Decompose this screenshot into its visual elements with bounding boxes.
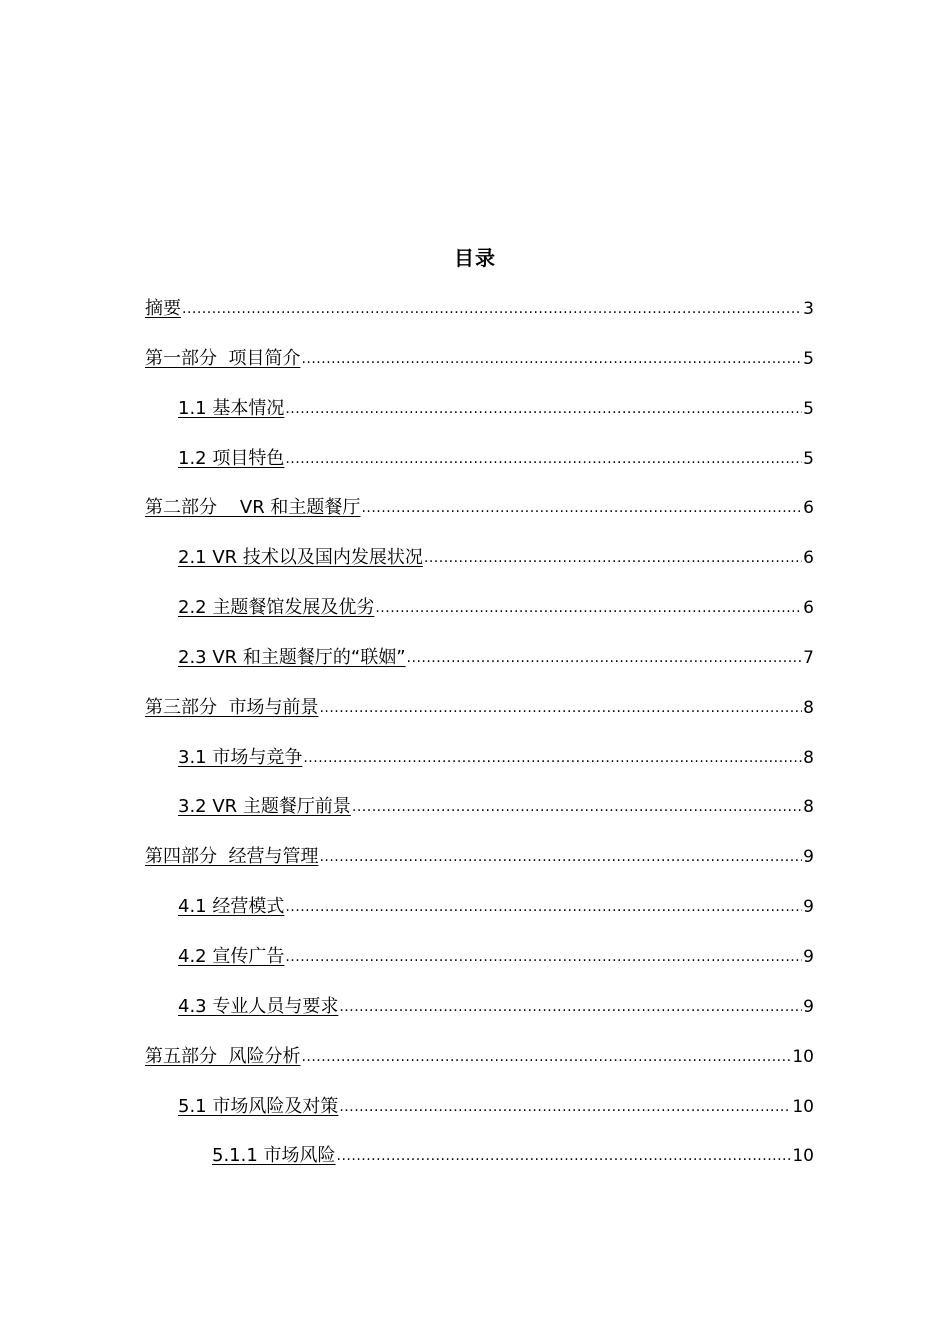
toc-entry-page-number: 5 (803, 398, 814, 419)
dot-leader (361, 495, 802, 521)
toc-title: 目录 (454, 246, 496, 270)
toc-entry-text[interactable]: 3.2 VR 主题餐厅前景 (178, 796, 351, 818)
dot-leader (319, 695, 802, 721)
toc-entry-page-number: 9 (803, 847, 814, 868)
toc-entry[interactable] (145, 595, 814, 645)
toc-entry-page-number: 6 (803, 548, 814, 569)
dot-leader (337, 1143, 792, 1169)
dot-leader (285, 446, 802, 472)
toc-entry-text[interactable]: 4.2 宣传广告 (178, 945, 285, 967)
toc-entry[interactable] (145, 894, 814, 944)
toc-entry-page-number: 10 (792, 1096, 814, 1117)
toc-entry-text[interactable]: 2.2 主题餐馆发展及优劣 (178, 597, 375, 619)
dot-leader (339, 994, 802, 1020)
toc-entry-text[interactable]: 摘要 (145, 298, 181, 319)
toc-entry[interactable] (145, 1143, 814, 1193)
toc-entry[interactable] (145, 545, 814, 595)
toc-entry[interactable] (145, 695, 814, 745)
toc-entry-page-number: 10 (792, 1046, 814, 1067)
toc-entry-page-number: 7 (803, 647, 814, 668)
toc-entry-page-number: 3 (803, 299, 814, 319)
dot-leader (285, 944, 802, 970)
toc-entry[interactable] (145, 396, 814, 446)
toc-entry[interactable] (145, 446, 814, 496)
toc-entry[interactable] (145, 994, 814, 1044)
toc-entry[interactable] (145, 645, 814, 695)
toc-entry-page-number: 8 (803, 697, 814, 718)
toc-entry-page-number: 9 (803, 897, 814, 918)
dot-leader (319, 844, 802, 870)
dot-leader (301, 346, 802, 372)
toc-entry-page-number: 6 (803, 498, 814, 519)
toc-entry-page-number: 9 (803, 946, 814, 967)
toc-entry[interactable] (145, 346, 814, 396)
toc-entry-text[interactable]: 5.1 市场风险及对策 (178, 1095, 339, 1117)
toc-entry[interactable] (145, 1094, 814, 1144)
toc-entry-text[interactable]: 第二部分 VR 和主题餐厅 (145, 497, 361, 519)
toc-entry-text[interactable]: 第四部分 经营与管理 (145, 846, 319, 868)
toc-entry-text[interactable]: 2.1 VR 技术以及国内发展状况 (178, 547, 423, 569)
dot-leader (339, 1094, 791, 1120)
toc-entry-page-number: 6 (803, 598, 814, 619)
dot-leader (182, 296, 802, 322)
toc-entry-text[interactable]: 第一部分 项目简介 (145, 347, 301, 369)
dot-leader (285, 396, 802, 422)
toc-entry-text[interactable]: 1.1 基本情况 (178, 397, 285, 419)
dot-leader (301, 1044, 791, 1070)
toc-entry-page-number: 5 (803, 448, 814, 469)
toc-entry-page-number: 8 (803, 797, 814, 818)
dot-leader (303, 745, 802, 771)
toc-entry-text[interactable]: 4.3 专业人员与要求 (178, 995, 339, 1017)
toc-entry-text[interactable]: 第三部分 市场与前景 (145, 696, 319, 718)
toc-entry-text[interactable]: 3.1 市场与竞争 (178, 746, 303, 768)
toc-entry-page-number: 5 (803, 348, 814, 369)
toc-entry-text[interactable]: 2.3 VR 和主题餐厅的“联姻” (178, 646, 406, 668)
dot-leader (285, 894, 802, 920)
dot-leader (375, 595, 802, 621)
toc-entry[interactable] (145, 495, 814, 545)
toc-entry-page-number: 9 (803, 996, 814, 1017)
toc-entry-text[interactable]: 第五部分 风险分析 (145, 1045, 301, 1067)
toc-entry[interactable] (145, 844, 814, 894)
toc-entry[interactable] (145, 944, 814, 994)
dot-leader (352, 794, 802, 820)
dot-leader (407, 645, 803, 671)
table-of-contents (145, 296, 814, 1193)
toc-entry[interactable] (145, 794, 814, 844)
toc-entry-page-number: 8 (803, 747, 814, 768)
toc-entry[interactable] (145, 296, 814, 346)
toc-entry-text[interactable]: 5.1.1 市场风险 (212, 1145, 336, 1167)
toc-entry-text[interactable]: 1.2 项目特色 (178, 447, 285, 469)
toc-entry-text[interactable]: 4.1 经营模式 (178, 896, 285, 918)
toc-entry[interactable] (145, 1044, 814, 1094)
dot-leader (424, 545, 802, 571)
toc-entry[interactable] (145, 745, 814, 795)
toc-entry-page-number: 10 (792, 1146, 814, 1167)
